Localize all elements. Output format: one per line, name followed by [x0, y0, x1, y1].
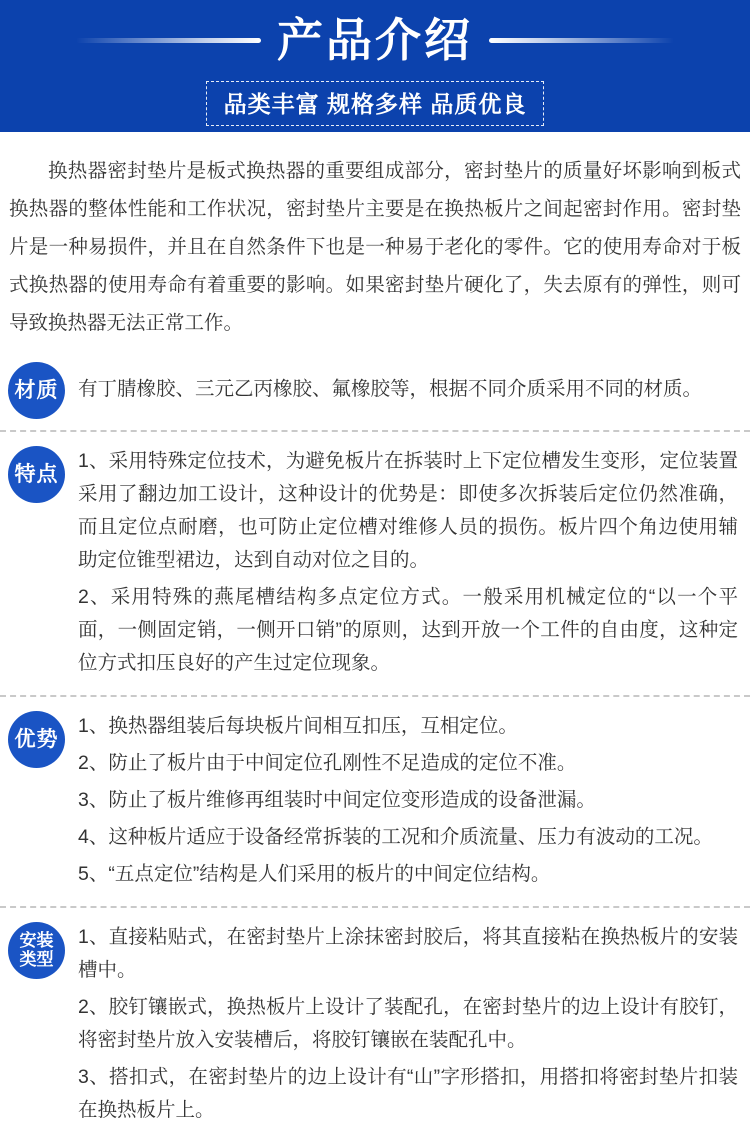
section-paragraph: 3、搭扣式，在密封垫片的边上设计有“山”字形搭扣，用搭扣将密封垫片扣装在换热板片上。 — [78, 1066, 738, 1121]
section-badge — [8, 446, 65, 503]
section-badge-column — [0, 708, 78, 768]
section-content — [78, 708, 742, 895]
header-banner — [0, 0, 750, 132]
section-paragraph: 4、这种板片适应于设备经常拆装的工况和介质流量、压力有波动的工况。 — [78, 826, 713, 848]
section-badge-line: 安装 — [19, 930, 54, 950]
section-paragraph: 3、防止了板片维修再组装时中间定位变形造成的设备泄漏。 — [78, 789, 596, 811]
section-paragraph: 有丁腈橡胶、三元乙丙橡胶、氟橡胶等，根据不同介质采用不同的材质。 — [78, 377, 703, 400]
section-badge-line: 特点 — [14, 462, 59, 486]
section-badge-column — [0, 359, 78, 419]
section-paragraph: 1、直接粘贴式，在密封垫片上涂抹密封胶后，将其直接粘在换热板片的安装槽中。 — [78, 926, 738, 981]
section-row — [0, 908, 750, 1142]
intro-paragraph: 换热器密封垫片是板式换热器的重要组成部分，密封垫片的质量好坏影响到板式换热器的整体性能和工作状况，密封垫片主要是在换热板片之间起密封作用。密封垫片是一种易损件，并且在自然条件下也是一种易于老化的零件。它的使用寿命对于板式换热器的使用寿命有着重要的影响。如果密封垫片硬化了，失去原有的弹性，则可导致换热器无法正常工作。 — [9, 160, 741, 334]
section-row — [0, 697, 750, 908]
title-deco-line-right — [489, 38, 674, 43]
sections-container — [0, 348, 750, 1142]
page-title: 产品介绍 — [277, 14, 473, 66]
section-paragraph: 2、防止了板片由于中间定位孔刚性不足造成的定位不准。 — [78, 752, 577, 774]
section-badge-column — [0, 443, 78, 503]
section-badge — [8, 922, 65, 979]
section-content — [78, 443, 742, 684]
section-paragraph: 1、采用特殊定位技术，为避免板片在拆装时上下定位槽发生变形，定位装置采用了翻边加工设计，这种设计的优势是：即使多次拆装后定位仍然准确，而且定位点耐磨，也可防止定位槽对维修人员的损伤。板片四个角边使用辅助定位锥型裙边，达到自动对位之目的。 — [78, 450, 738, 571]
title-row — [76, 10, 674, 70]
section-badge-line: 材质 — [14, 378, 59, 402]
section-row — [0, 432, 750, 697]
section-badge-line: 类型 — [19, 949, 54, 969]
title-deco-line-left — [76, 38, 261, 43]
subtitle-badge: 品类丰富 规格多样 品质优良 — [206, 81, 545, 126]
section-row — [0, 348, 750, 432]
section-badge-column — [0, 919, 78, 979]
section-paragraph: 5、“五点定位”结构是人们采用的板片的中间定位结构。 — [78, 863, 551, 885]
section-paragraph: 2、采用特殊的燕尾槽结构多点定位方式。一般采用机械定位的“以一个平面，一侧固定销，一侧开口销”的原则，达到开放一个工件的自由度，这种定位方式扣压良好的产生过定位现象。 — [78, 586, 738, 674]
section-badge-line: 优势 — [14, 727, 59, 751]
section-content — [78, 919, 742, 1131]
section-paragraph: 1、换热器组装后每块板片间相互扣压，互相定位。 — [78, 715, 518, 737]
section-badge — [8, 362, 65, 419]
section-badge — [8, 711, 65, 768]
section-paragraph: 2、胶钉镶嵌式，换热板片上设计了装配孔，在密封垫片的边上设计有胶钉，将密封垫片放入安装槽后，将胶钉镶嵌在装配孔中。 — [78, 996, 738, 1051]
section-content — [78, 373, 742, 406]
